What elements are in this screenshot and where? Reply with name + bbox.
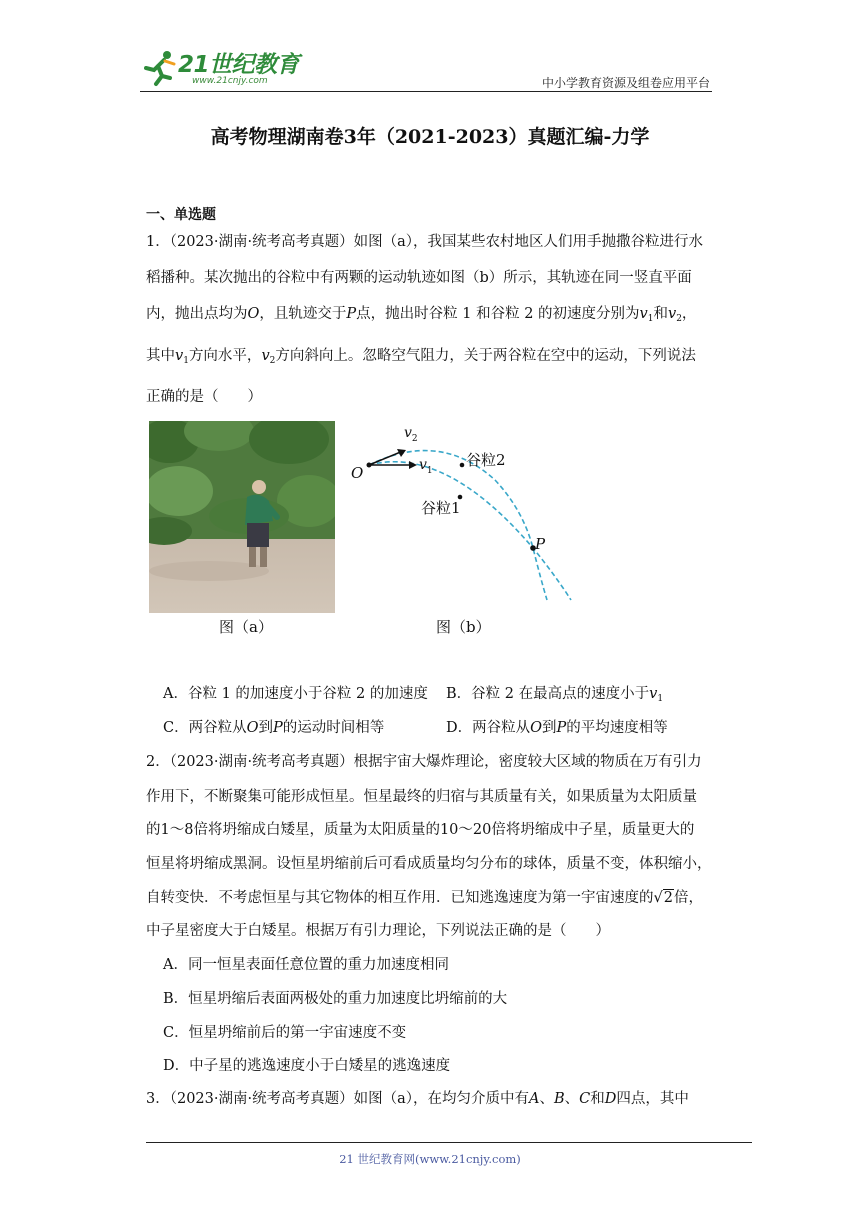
q2-line6: 中子星密度大于白矮星。根据万有引力理论，下列说法正确的是（ ） bbox=[146, 923, 610, 939]
q2-line3: 的1～8倍将坍缩成白矮星，质量为太阳质量的10～20倍将坍缩成中子星，质量更大的 bbox=[146, 822, 695, 838]
trajectory-grain1 bbox=[369, 462, 571, 600]
q2-option-d: D．中子星的逃逸速度小于白矮星的逃逸速度 bbox=[163, 1058, 451, 1074]
q1-line2: 稻播种。某次抛出的谷粒中有两颗的运动轨迹如图（b）所示，其轨迹在同一竖直平面 bbox=[146, 270, 692, 286]
footer-divider bbox=[146, 1142, 752, 1143]
farmer-photo-icon bbox=[149, 421, 335, 613]
section-heading: 一、单选题 bbox=[146, 207, 216, 223]
q1-line5: 正确的是（ ） bbox=[146, 389, 262, 405]
grain2-dot bbox=[460, 463, 465, 468]
q1-line1: 1．（2023·湖南·统考高考真题）如图（a），我国某些农村地区人们用手抛撒谷粒进行水 bbox=[146, 234, 703, 250]
q1-option-a: A．谷粒 1 的加速度小于谷粒 2 的加速度 bbox=[163, 686, 428, 702]
velocity-v2-arrow bbox=[369, 451, 403, 465]
label-v1: $v_1$ bbox=[419, 457, 433, 476]
q3-line1: 3．（2023·湖南·统考高考真题）如图（a），在均匀介质中有A、B、C和D四点，其中 bbox=[146, 1091, 689, 1107]
q2-line2: 作用下，不断聚集可能形成恒星。恒星最终的归宿与其质量有关，如果质量为太阳质量 bbox=[146, 789, 697, 805]
figure-b-caption: 图（b） bbox=[436, 618, 491, 636]
q2-option-b: B．恒星坍缩后表面两极处的重力加速度比坍缩前的大 bbox=[163, 991, 508, 1007]
logo-url: www.21cnjy.com bbox=[192, 76, 268, 86]
figure-b-diagram bbox=[345, 420, 585, 610]
logo-title: 21世纪教育 bbox=[178, 52, 300, 78]
q1-option-d: D．两谷粒从O到P的平均速度相等 bbox=[446, 720, 668, 736]
q2-option-a: A．同一恒星表面任意位置的重力加速度相同 bbox=[163, 957, 449, 973]
label-v2: $v_2$ bbox=[404, 425, 418, 444]
label-O: O bbox=[351, 464, 364, 482]
q1-line3: 内，抛出点均为O，且轨迹交于P点，抛出时谷粒 1 和谷粒 2 的初速度分别为$v_1$和$v_2$， bbox=[146, 306, 697, 324]
site-logo bbox=[140, 46, 315, 92]
trajectory-diagram bbox=[345, 420, 585, 610]
q2-line4: 恒星将坍缩成黑洞。设恒星坍缩前后可看成质量均匀分布的球体，质量不变，体积缩小， bbox=[146, 856, 712, 872]
runner-logo-icon bbox=[140, 48, 180, 88]
label-grain1: 谷粒1 bbox=[421, 499, 461, 517]
page-title: 高考物理湖南卷3年（2021-2023）真题汇编-力学 bbox=[210, 126, 650, 148]
footer-text: 21 世纪教育网(www.21cnjy.com) bbox=[339, 1152, 521, 1166]
header-divider bbox=[140, 91, 712, 92]
trajectory-grain2 bbox=[369, 451, 547, 600]
q1-option-b: B．谷粒 2 在最高点的速度小于$v_1$ bbox=[446, 686, 664, 704]
q1-option-c: C．两谷粒从O到P的运动时间相等 bbox=[163, 720, 385, 736]
q2-line1: 2．（2023·湖南·统考高考真题）根据宇宙大爆炸理论，密度较大区域的物质在万有引力 bbox=[146, 754, 702, 770]
figure-a-photo bbox=[149, 421, 335, 613]
sqrt-symbol: √2 bbox=[653, 890, 673, 906]
label-P: P bbox=[535, 535, 546, 553]
point-O bbox=[367, 463, 372, 468]
q2-line5: 自转变快．不考虑恒星与其它物体的相互作用．已知逃逸速度为第一宇宙速度的√2倍， bbox=[146, 890, 703, 906]
q2-option-c: C．恒星坍缩前后的第一宇宙速度不变 bbox=[163, 1025, 407, 1041]
header-platform-text: 中小学教育资源及组卷应用平台 bbox=[541, 76, 710, 90]
label-grain2: 谷粒2 bbox=[466, 451, 506, 469]
q1-line4: 其中$v_1$方向水平，$v_2$方向斜向上。忽略空气阻力，关于两谷粒在空中的运动，下列说法 bbox=[146, 348, 696, 366]
figure-a-caption: 图（a） bbox=[219, 618, 273, 636]
